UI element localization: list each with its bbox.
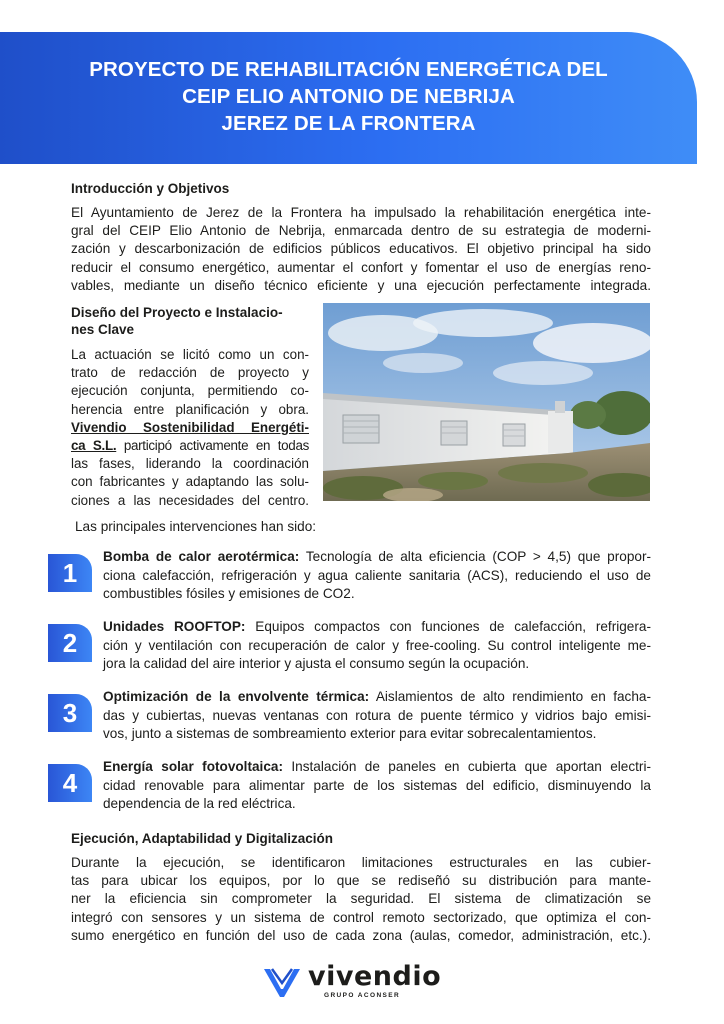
design-line: con fabricantes y adaptando las solu- <box>71 474 309 490</box>
item-title: Bomba de calor aerotérmica: <box>103 549 300 564</box>
intervention-item-2 <box>103 618 651 674</box>
intro-line: El Ayuntamiento de Jerez de la Frontera ha impulsado la rehabilitación energética inte- <box>71 205 651 220</box>
item-line: dependencia de la red eléctrica. <box>103 796 296 812</box>
item-line-rest: Equipos compactos con funciones de calefacción, refrigera- <box>245 619 651 634</box>
execution-paragraph <box>71 854 651 945</box>
title-line-1: PROYECTO DE REHABILITACIÓN ENERGÉTICA DEL <box>89 58 608 81</box>
company-name-line: Vivendio Sostenibilidad Energéti- <box>71 419 309 435</box>
intervention-item-1 <box>103 548 651 604</box>
item-line <box>103 618 651 637</box>
logo-subtitle: GRUPO ACONSER <box>324 992 401 999</box>
intro-heading: Introducción y Objetivos <box>71 181 230 196</box>
title-line-3: JEREZ DE LA FRONTERA <box>221 112 476 135</box>
intro-line: reducir el consumo energético, aumentar el confort y fomentar el uso de energías reno- <box>71 259 651 275</box>
item-line-rest: Tecnología de alta eficiencia (COP > 4,5) que propor- <box>299 549 652 564</box>
design-line: trato de redacción de proyecto y <box>71 365 309 381</box>
design-heading-line: Diseño del Proyecto e Instalacio- <box>71 305 283 320</box>
design-paragraph <box>71 346 309 510</box>
execution-line: Durante la ejecución, se identificaron limitaciones estructurales en las cubier- <box>71 855 651 870</box>
vivendio-mark-icon <box>262 965 302 999</box>
item-line: ciona calefacción, refrigeración y agua caliente sanitaria (ACS), reduciendo el uso de <box>103 567 651 583</box>
design-heading-line: nes Clave <box>71 322 135 337</box>
design-line <box>71 437 309 455</box>
intervention-item-4 <box>103 758 651 814</box>
item-line <box>103 548 651 567</box>
title-line-2: CEIP ELIO ANTONIO DE NEBRIJA <box>182 85 515 108</box>
company-name-end: ca S.L. <box>71 438 117 454</box>
intro-line: zación y descarbonización de edificios públicos educativos. El objetivo principal ha sido <box>71 241 651 257</box>
item-title: Unidades ROOFTOP: <box>103 619 246 634</box>
execution-line: ner la eficiencia sin comprometer la seguridad. El sistema de climatización se <box>71 891 651 907</box>
intro-line: gral del CEIP Elio Antonio de Nebrija, enmarcada dentro de su estrategia de moderni- <box>71 223 651 239</box>
item-line: cidad renovable para alimentar parte de los sistemas del edificio, disminuyendo la <box>103 777 651 793</box>
logo-wordmark: vivendio <box>308 961 442 992</box>
item-title: Optimización de la envolvente térmica: <box>103 689 370 704</box>
item-line: ción y ventilación con recuperación de calor y free-cooling. Su control inteligente me- <box>103 637 651 653</box>
vivendio-logo <box>262 961 442 1001</box>
intervention-item-3 <box>103 688 651 744</box>
item-number-badge-1: 1 <box>48 554 92 592</box>
design-line: ejecución conjunta, permitiendo co- <box>71 383 309 399</box>
item-number-badge-3: 3 <box>48 694 92 732</box>
design-line: las fases, liderando la coordinación <box>71 456 309 472</box>
design-heading <box>71 304 311 338</box>
item-line <box>103 688 651 707</box>
item-line-rest: Instalación de paneles en cubierta que aportan electri- <box>282 759 652 774</box>
item-line: jora la calidad del aire interior y ajusta el consumo según la ocupación. <box>103 656 530 672</box>
item-line-rest: Aislamientos de alto rendimiento en facha- <box>369 689 651 704</box>
title-banner <box>0 32 697 164</box>
intro-paragraph <box>71 204 651 295</box>
design-line: La actuación se licitó como un con- <box>71 347 309 362</box>
execution-line: tas para ubicar los equipos, por lo que se rediseñó su distribución para mante- <box>71 873 651 889</box>
execution-heading: Ejecución, Adaptabilidad y Digitalización <box>71 831 334 846</box>
item-line: das y cubiertas, nuevas ventanas con rotura de puente térmico y vidrios bajo emisi- <box>103 707 651 723</box>
design-line: herencia entre planificación y obra. <box>71 401 309 417</box>
item-line: vos, junto a sistemas de sombreamiento exterior para evitar sobrecalentamientos. <box>103 726 597 742</box>
item-title: Energía solar fotovoltaica: <box>103 759 283 774</box>
execution-line: sumo energético en función del uso de cada zona (aulas, comedor, administración, etc.). <box>71 927 651 943</box>
interventions-intro: Las principales intervenciones han sido: <box>75 519 317 534</box>
item-line <box>103 758 651 777</box>
school-building-photo <box>323 303 650 501</box>
item-line: combustibles fósiles y emisiones de CO2. <box>103 586 355 602</box>
design-line: ciones a las necesidades del centro. <box>71 492 309 508</box>
item-number-badge-4: 4 <box>48 764 92 802</box>
item-number-badge-2: 2 <box>48 624 92 662</box>
execution-line: integró con sensores y un sistema de control remoto sectorizado, que optimiza el con- <box>71 909 651 925</box>
design-line-rest: participó activamente en todas <box>116 438 309 454</box>
intro-line: vables, mediante un diseño técnico eficiente y una ejecución perfectamente integrada. <box>71 277 651 293</box>
